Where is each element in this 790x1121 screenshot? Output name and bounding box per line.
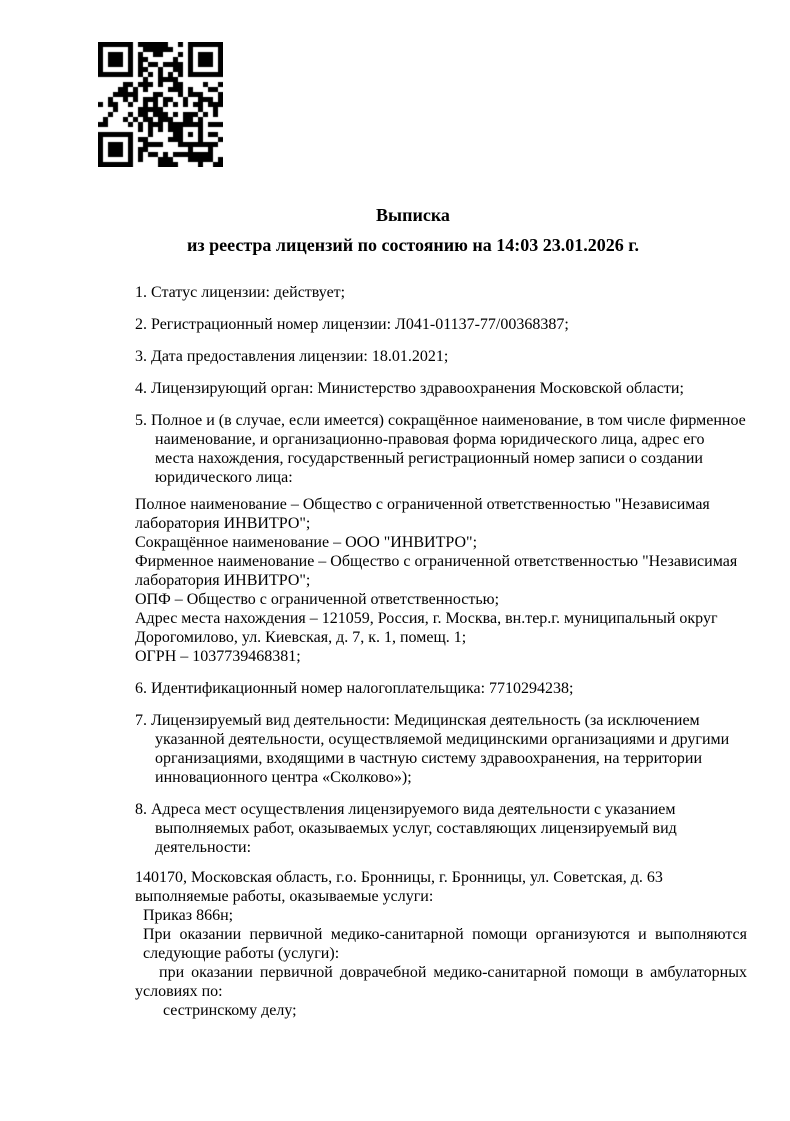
document-body: [135, 0, 747, 1020]
company-address: Адрес места нахождения – 121059, Россия, г. Москва, вн.тер.г. муниципальный округ Дорогомилово, ул. Киевская, д. 7, к. 1, помещ. 1;: [135, 610, 718, 646]
list-item-activity-type: 7. Лицензируемый вид деятельности: Медицинская деятельность (за исключением указанной деятельности, осуществляемой медицинскими организациями и другими организациями, входящими в частную систему здравоохранения, на территории инновационного центра «Сколково»);: [135, 712, 730, 786]
list-item-authority: 4. Лицензирующий орган: Министерство здравоохранения Московской области;: [135, 380, 684, 397]
service-order: Приказ 866н;: [143, 907, 234, 924]
document-header: [135, 203, 691, 257]
company-brand-name: Фирменное наименование – Общество с ограниченной ответственностью "Независимая лаборатория ИНВИТРО";: [135, 553, 738, 589]
list-item-grant-date: 3. Дата предоставления лицензии: 18.01.2021;: [135, 348, 449, 365]
activity-address-block: [135, 868, 747, 1020]
service-nursing: сестринскому делу;: [163, 1002, 297, 1019]
page-subtitle: из реестра лицензий по состоянию на 14:03 23.01.2026 г.: [187, 235, 639, 255]
service-primary-care: При оказании первичной медико-санитарной помощи организуются и выполняются следующие работы (услуги):: [143, 926, 747, 962]
company-ogrn: ОГРН – 1037739468381;: [135, 648, 301, 665]
list-item-names-intro: 5. Полное и (в случае, если имеется) сокращённое наименование, в том числе фирменное наименование, и организационно-правовая форма юридического лица, адрес его места нахождения, государственный регистрационный номер записи о создании юридического лица:: [135, 412, 746, 486]
company-full-name: Полное наименование – Общество с ограниченной ответственностью "Независимая лаборатория ИНВИТРО";: [135, 496, 710, 532]
list-item-addresses-intro: 8. Адреса мест осуществления лицензируемого вида деятельности с указанием выполняемых работ, оказываемых услуг, составляющих лицензируемый вид деятельности:: [135, 801, 677, 856]
list-item-inn: 6. Идентификационный номер налогоплательщика: 7710294238;: [135, 680, 574, 697]
company-legal-form: ОПФ – Общество с ограниченной ответственностью;: [135, 591, 500, 608]
works-label: выполняемые работы, оказываемые услуги:: [135, 888, 434, 905]
company-details: [135, 495, 747, 666]
page-title: Выписка: [376, 205, 450, 225]
company-short-name: Сокращённое наименование – ООО "ИНВИТРО";: [135, 534, 478, 551]
service-prehospital-care: при оказании первичной доврачебной медико-санитарной помощи в амбулаторных условиях по:: [135, 964, 747, 1000]
list-item-reg-number: 2. Регистрационный номер лицензии: Л041-01137-77/00368387;: [135, 316, 569, 333]
activity-address: 140170, Московская область, г.о. Бронницы, г. Бронницы, ул. Советская, д. 63: [135, 869, 663, 886]
list-item-status: 1. Статус лицензии: действует;: [135, 284, 346, 301]
